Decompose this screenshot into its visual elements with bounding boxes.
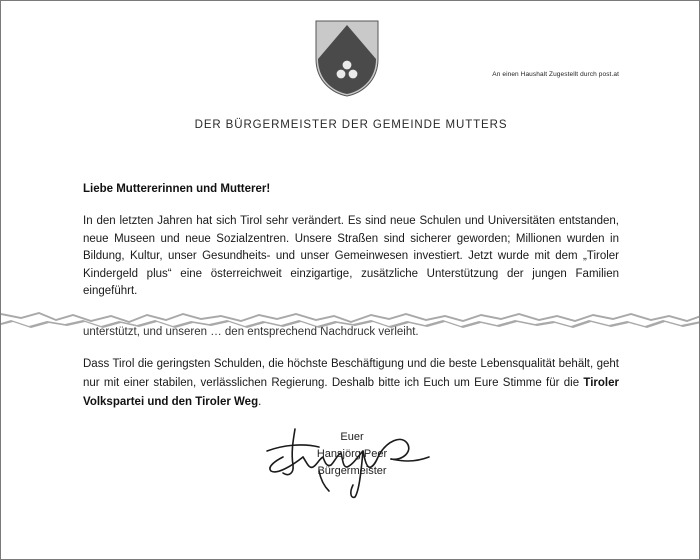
signer-name: Hansjörg Peer xyxy=(316,448,388,460)
coat-of-arms-icon xyxy=(314,19,380,97)
torn-paper-edge xyxy=(1,303,700,347)
letter-paragraph-2 xyxy=(83,355,619,412)
signer-role: Bürgermeister xyxy=(317,465,387,477)
letterhead-title: DER BÜRGERMEISTER DER GEMEINDE MUTTERS xyxy=(194,119,508,131)
paragraph-2-end: . xyxy=(258,396,262,408)
delivery-note: An einen Haushalt Zugestellt durch post.at xyxy=(492,71,619,78)
letter-paragraph-1: In den letzten Jahren hat sich Tirol sehr verändert. Es sind neue Schulen und Universitäten entstanden, neue Museen und neue Sozialzentren. Unsere Straßen sind sicherer geworden; Millionen wurden in Bildung, Kultur, unser Gesundheits- und unser Gemeinwesen investiert. Jetzt wurde mit dem „Tiroler Kindergeld plus“ eine österreichweit einzigartige, zusätzliche Unterstützung der jungen Familien eingeführt. xyxy=(83,215,619,298)
letter-closing xyxy=(297,429,407,480)
letter-greeting: Liebe Muttererinnen und Mutterer! xyxy=(83,183,271,195)
paragraph-2-emphasis: Tiroler Volkspartei und den Tiroler Weg xyxy=(83,377,619,408)
paragraph-2-text: Dass Tirol die geringsten Schulden, die höchste Beschäftigung und die beste Lebensqualität behält, geht nur mit einer stabilen, verlässlichen Regierung. Deshalb bitte ich Euch um Eure Stimme für die xyxy=(83,358,619,389)
closing-salutation: Euer xyxy=(340,431,364,443)
torn-text-fragment: unterstützt, und unseren … den entsprechend Nachdruck verleiht. xyxy=(83,326,419,338)
